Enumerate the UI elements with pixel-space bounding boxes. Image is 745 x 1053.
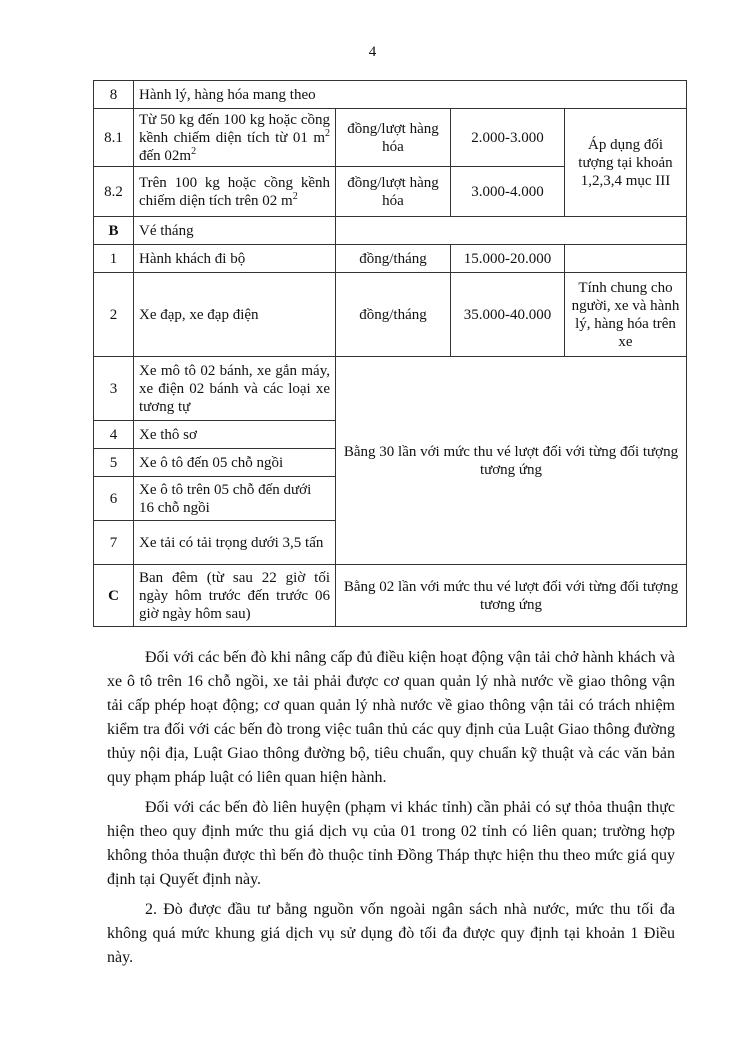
fee-table bbox=[93, 80, 687, 627]
table-row bbox=[94, 357, 687, 421]
unit-cell: đồng/lượt hàng hóa bbox=[336, 167, 451, 217]
row-number: 3 bbox=[94, 357, 134, 421]
row-description: Xe tải có tải trọng dưới 3,5 tấn bbox=[134, 521, 336, 565]
unit-cell: đồng/tháng bbox=[336, 273, 451, 357]
paragraph: Đối với các bến đò liên huyện (phạm vi khác tỉnh) cần phải có sự thỏa thuận thực hiện theo quy định mức thu giá dịch vụ của 01 trong 02 tỉnh có liên quan; trường hợp không thỏa thuận được thì bến đò thuộc tỉnh Đồng Tháp thực hiện thu theo mức giá quy định tại Quyết định này. bbox=[107, 799, 675, 888]
table-row bbox=[94, 81, 687, 109]
section-title: Vé tháng bbox=[134, 217, 336, 245]
paragraph: Đối với các bến đò khi nâng cấp đủ điều kiện hoạt động vận tải chở hành khách và xe ô tô trên 16 chỗ ngồi, xe tải phải được cơ quan quản lý nhà nước về giao thông vận tải cấp phép hoạt động; cơ quan quản lý nhà nước về giao thông vận tải có trách nhiệm kiểm tra đối với các bến đò trong việc tuân thủ các quy định của Luật Giao thông đường thủy nội địa, Luật Giao thông đường bộ, tiêu chuẩn, quy chuẩn kỹ thuật và các văn bản quy phạm pháp luật có liên quan hiện hành. bbox=[107, 649, 675, 786]
row-description: Ban đêm (từ sau 22 giờ tối ngày hôm trước đến trước 06 giờ ngày hôm sau) bbox=[134, 565, 336, 627]
row-description: Xe thô sơ bbox=[134, 421, 336, 449]
table-row bbox=[94, 109, 687, 167]
section-label: B bbox=[94, 217, 134, 245]
note-cell: Áp dụng đối tượng tại khoản 1,2,3,4 mục III bbox=[565, 109, 687, 217]
row-description: Xe ô tô trên 05 chỗ đến dưới 16 chỗ ngồi bbox=[134, 477, 336, 521]
row-number: 8.2 bbox=[94, 167, 134, 217]
row-description: Xe đạp, xe đạp điện bbox=[134, 273, 336, 357]
unit-cell: đồng/tháng bbox=[336, 245, 451, 273]
row-number: 7 bbox=[94, 521, 134, 565]
row-description: Hành lý, hàng hóa mang theo bbox=[134, 81, 687, 109]
table-row bbox=[94, 273, 687, 357]
row-number: 2 bbox=[94, 273, 134, 357]
row-number: 8.1 bbox=[94, 109, 134, 167]
body-text bbox=[107, 646, 675, 976]
table-row bbox=[94, 565, 687, 627]
empty-cell bbox=[336, 217, 687, 245]
section-label: C bbox=[94, 565, 134, 627]
price-cell: 35.000-40.000 bbox=[451, 273, 565, 357]
night-rate-cell: Bằng 02 lần với mức thu vé lượt đối với từng đối tượng tương ứng bbox=[336, 565, 687, 627]
row-number: 4 bbox=[94, 421, 134, 449]
price-cell: 15.000-20.000 bbox=[451, 245, 565, 273]
table-row bbox=[94, 245, 687, 273]
row-number: 8 bbox=[94, 81, 134, 109]
row-description: Hành khách đi bộ bbox=[134, 245, 336, 273]
page-number: 4 bbox=[368, 44, 377, 60]
row-description: Từ 50 kg đến 100 kg hoặc cồng kềnh chiếm diện tích từ 01 $m^2$ đến $02m^2$ bbox=[134, 109, 336, 167]
row-number: 5 bbox=[94, 449, 134, 477]
row-number: 1 bbox=[94, 245, 134, 273]
row-description: Xe ô tô đến 05 chỗ ngồi bbox=[134, 449, 336, 477]
row-description: Xe mô tô 02 bánh, xe gắn máy, xe điện 02 bánh và các loại xe tương tự bbox=[134, 357, 336, 421]
monthly-rate-cell: Bằng 30 lần với mức thu vé lượt đối với từng đối tượng tương ứng bbox=[336, 357, 687, 565]
empty-cell bbox=[565, 245, 687, 273]
unit-cell: đồng/lượt hàng hóa bbox=[336, 109, 451, 167]
price-cell: 2.000-3.000 bbox=[451, 109, 565, 167]
row-number: 6 bbox=[94, 477, 134, 521]
note-cell: Tính chung cho người, xe và hành lý, hàng hóa trên xe bbox=[565, 273, 687, 357]
price-cell: 3.000-4.000 bbox=[451, 167, 565, 217]
table-row bbox=[94, 217, 687, 245]
paragraph: 2. Đò được đầu tư bằng nguồn vốn ngoài ngân sách nhà nước, mức thu tối đa không quá mức khung giá dịch vụ sử dụng đò tối đa được quy định tại khoản 1 Điều này. bbox=[107, 901, 675, 966]
row-description: Trên 100 kg hoặc cồng kềnh chiếm diện tích trên 02 $m^2$ bbox=[134, 167, 336, 217]
